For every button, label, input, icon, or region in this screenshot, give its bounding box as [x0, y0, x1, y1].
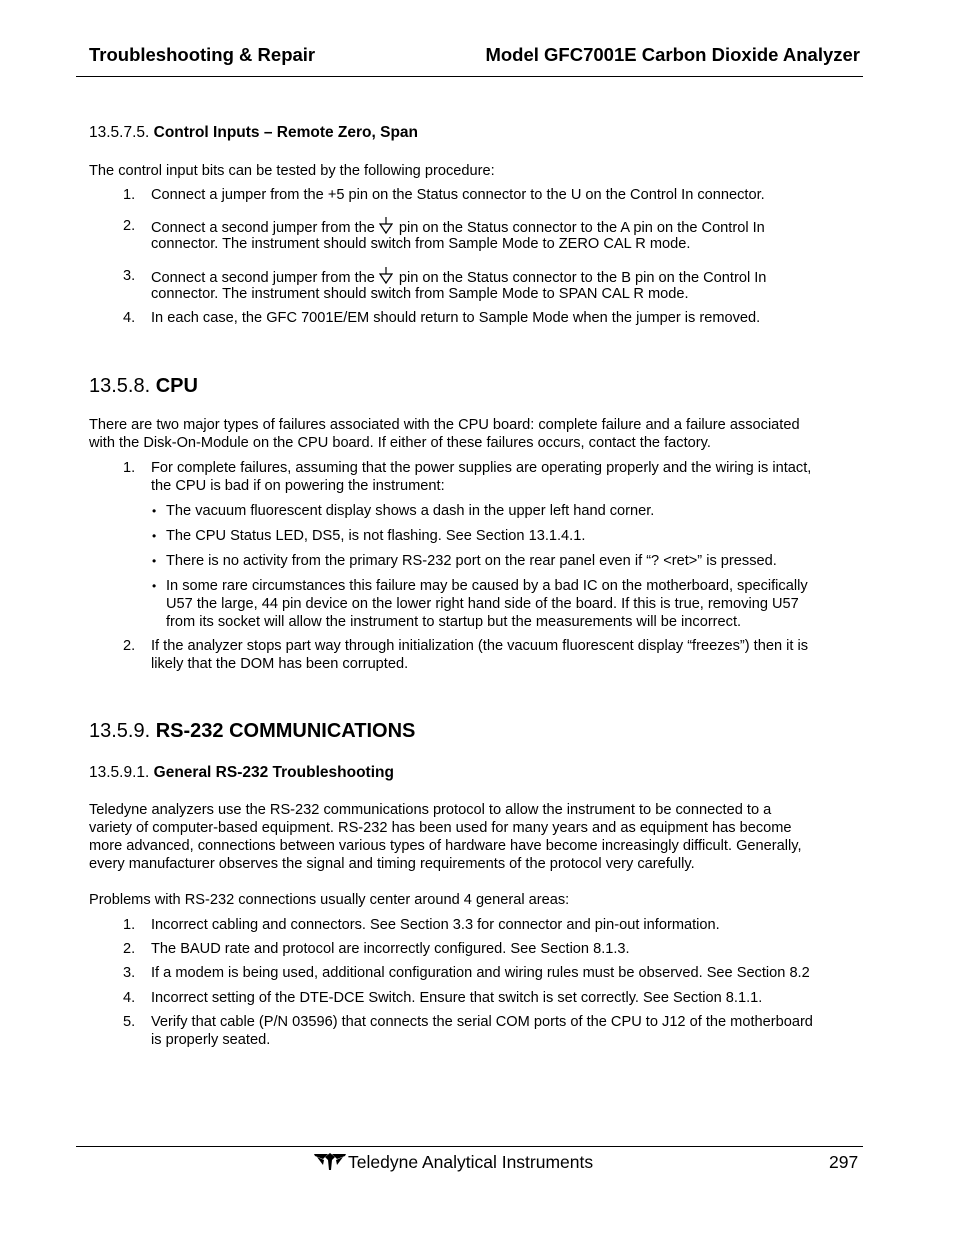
list-number: 1.	[123, 917, 136, 933]
paragraph-line: Teledyne analyzers use the RS-232 communications protocol to allow the instrument to be connected to a	[89, 802, 772, 818]
list-item-continuation: is properly seated.	[151, 1032, 271, 1048]
list-number: 5.	[123, 1014, 136, 1030]
list-item-text: Connect a second jumper from the	[151, 270, 375, 286]
subsection-title: General RS-232 Troubleshooting	[153, 764, 394, 781]
subsection-heading-general-rs232	[89, 764, 394, 782]
bullet-icon: •	[152, 529, 157, 543]
list-item: Verify that cable (P/N 03596) that connects the serial COM ports of the CPU to J12 of the motherboard	[151, 1014, 813, 1030]
list-item-text: pin on the Status connector to the B pin on the Control In	[398, 270, 767, 286]
list-item: In each case, the GFC 7001E/EM should return to Sample Mode when the jumper is removed.	[151, 310, 761, 326]
section-heading-cpu	[89, 375, 198, 398]
paragraph-line: every manufacturer observes the signal and timing requirements of the protocol very carefully.	[89, 856, 695, 872]
list-number: 1.	[123, 187, 136, 203]
paragraph-line: There are two major types of failures associated with the CPU board: complete failure and a failure associated	[89, 417, 800, 433]
list-number: 3.	[123, 965, 136, 981]
list-number: 2.	[123, 218, 136, 234]
list-item-continuation: the CPU is bad if on powering the instrument:	[151, 478, 445, 494]
list-number: 4.	[123, 990, 136, 1006]
footer-company: Teledyne Analytical Instruments	[348, 1152, 594, 1172]
list-item-continuation: likely that the DOM has been corrupted.	[151, 656, 409, 672]
bullet-item-continuation: U57 the large, 44 pin device on the lower right hand side of the board. If this is true, removing U57	[166, 596, 799, 612]
bullet-item: The CPU Status LED, DS5, is not flashing. See Section 13.1.4.1.	[166, 528, 586, 544]
footer-rule	[76, 1146, 863, 1147]
subsection-number: 13.5.7.5.	[89, 124, 150, 141]
bullet-item: There is no activity from the primary RS-232 port on the rear panel even if “? <ret>” is pressed.	[166, 553, 777, 569]
paragraph-line: more advanced, connections between various types of hardware have become increasingly difficult. Generally,	[89, 838, 802, 854]
list-number: 2.	[123, 941, 136, 957]
subsection-number: 13.5.9.1.	[89, 764, 150, 781]
bullet-icon: •	[152, 504, 157, 518]
bullet-icon: •	[152, 579, 157, 593]
list-item: If the analyzer stops part way through initialization (the vacuum fluorescent display “freezes”) then it is	[151, 638, 809, 654]
list-number: 2.	[123, 638, 136, 654]
bullet-item: The vacuum fluorescent display shows a dash in the upper left hand corner.	[166, 503, 655, 519]
paragraph-line: variety of computer-based equipment. RS-232 has been used for many years and as equipment has become	[89, 820, 792, 836]
section-number: 13.5.8.	[89, 375, 151, 397]
header-rule	[76, 76, 863, 77]
list-item: For complete failures, assuming that the power supplies are operating properly and the wiring is intact,	[151, 460, 812, 476]
list-item: The BAUD rate and protocol are incorrectly configured. See Section 8.1.3.	[151, 941, 630, 957]
section-number: 13.5.9.	[89, 720, 151, 742]
teledyne-logo-icon	[313, 1151, 347, 1176]
list-item-text: pin on the Status connector to the A pin on the Control In	[398, 220, 765, 236]
header-right: Model GFC7001E Carbon Dioxide Analyzer	[485, 44, 860, 65]
bullet-icon: •	[152, 554, 157, 568]
section-heading-rs232	[89, 720, 415, 743]
section-title: RS-232 COMMUNICATIONS	[155, 720, 416, 742]
list-item: Incorrect cabling and connectors. See Section 3.3 for connector and pin-out information.	[151, 917, 720, 933]
bullet-item: In some rare circumstances this failure may be caused by a bad IC on the motherboard, specifically	[166, 578, 808, 594]
list-number: 3.	[123, 268, 136, 284]
paragraph: The control input bits can be tested by the following procedure:	[89, 163, 495, 179]
list-item: If a modem is being used, additional configuration and wiring rules must be observed. See Section 8.2	[151, 965, 810, 981]
list-number: 4.	[123, 310, 136, 326]
subsection-title: Control Inputs – Remote Zero, Span	[153, 124, 419, 141]
header-left: Troubleshooting & Repair	[89, 44, 316, 65]
paragraph: Problems with RS-232 connections usually center around 4 general areas:	[89, 892, 570, 908]
list-item-text: Connect a second jumper from the	[151, 220, 375, 236]
list-number: 1.	[123, 460, 136, 476]
list-item-continuation: connector. The instrument should switch from Sample Mode to SPAN CAL R mode.	[151, 286, 689, 302]
section-title: CPU	[155, 375, 198, 397]
page-number: 297	[829, 1152, 859, 1172]
list-item: Incorrect setting of the DTE-DCE Switch. Ensure that switch is set correctly. See Section 8.1.1.	[151, 990, 763, 1006]
subsection-heading-control-inputs	[89, 124, 418, 142]
list-item: Connect a jumper from the +5 pin on the Status connector to the U on the Control In connector.	[151, 187, 765, 203]
bullet-item-continuation: from its socket will allow the instrument to startup but the measurements will be incorrect.	[166, 614, 742, 630]
paragraph-line: with the Disk-On-Module on the CPU board. If either of these failures occurs, contact the factory.	[89, 435, 711, 451]
list-item-continuation: connector. The instrument should switch from Sample Mode to ZERO CAL R mode.	[151, 236, 691, 252]
